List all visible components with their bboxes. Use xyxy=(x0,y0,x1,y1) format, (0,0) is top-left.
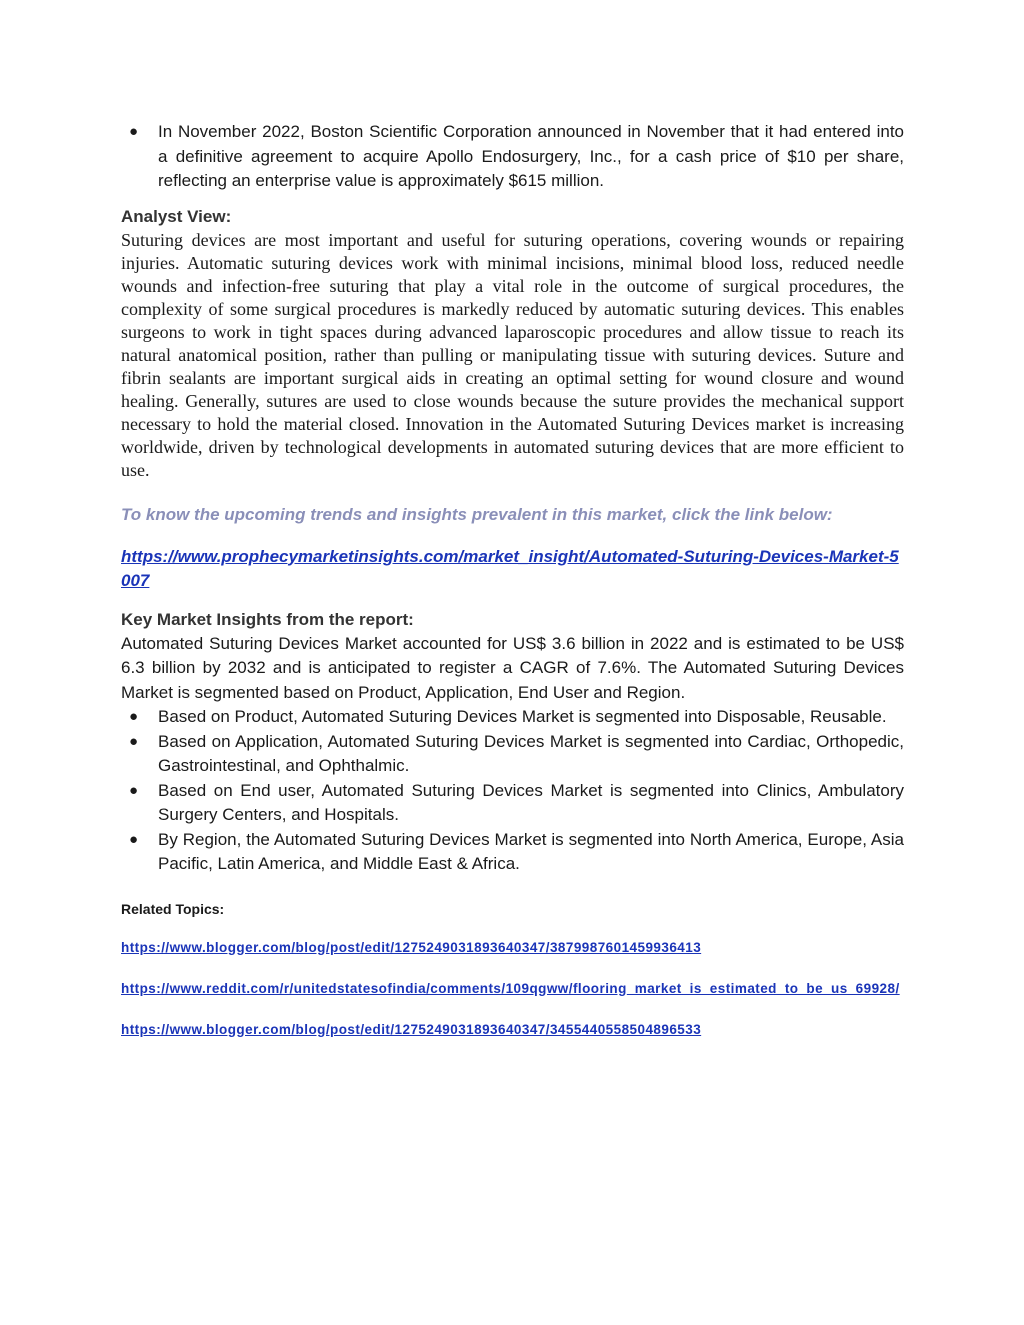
segment-text: Based on Product, Automated Suturing Devices Market is segmented into Disposable, Reusable. xyxy=(158,707,887,727)
segment-list xyxy=(121,705,904,877)
list-item xyxy=(121,705,904,730)
analyst-view-heading: Analyst View: xyxy=(121,206,232,226)
cta-text: To know the upcoming trends and insights prevalent in this market, click the link below: xyxy=(121,504,833,524)
related-link-1[interactable]: https://www.blogger.com/blog/post/edit/1275249031893640347/3879987601459936413 xyxy=(121,939,702,955)
segment-text: Based on End user, Automated Suturing Devices Market is segmented into Clinics, Ambulatory Surgery Centers, and Hospitals. xyxy=(158,780,904,825)
news-list xyxy=(121,120,904,194)
bullet-dot-icon: ● xyxy=(129,781,139,799)
list-item xyxy=(121,828,904,877)
news-bullet-text: In November 2022, Boston Scientific Corporation announced in November that it had entered into a definitive agreement to acquire Apollo Endosurgery, Inc., for a cash price of $10 per share, reflecting an enterprise value is approximately $615 million. xyxy=(158,122,904,190)
bullet-dot-icon: ● xyxy=(129,123,139,140)
related-link-2[interactable]: https://www.reddit.com/r/unitedstatesofindia/comments/109qgww/flooring_market_is_estimated_to_be_us_69928/ xyxy=(121,980,900,996)
list-item xyxy=(121,779,904,828)
list-item xyxy=(121,730,904,779)
key-insights-body: Automated Suturing Devices Market accounted for US$ 3.6 billion in 2022 and is estimated to be US$ 6.3 billion by 2032 and is anticipated to register a CAGR of 7.6%. The Automated Suturing Devices Market is segmented based on Product, Application, End User and Region. xyxy=(121,633,904,702)
report-link[interactable]: https://www.prophecymarketinsights.com/market_insight/Automated-Suturing-Devices-Market-5007 xyxy=(121,546,899,590)
segment-text: Based on Application, Automated Suturing Devices Market is segmented into Cardiac, Orthopedic, Gastrointestinal, and Ophthalmic. xyxy=(158,731,904,776)
key-insights-heading: Key Market Insights from the report: xyxy=(121,609,414,629)
news-bullet xyxy=(121,120,904,194)
bullet-dot-icon: ● xyxy=(129,708,139,726)
bullet-dot-icon: ● xyxy=(129,830,139,848)
related-link-3[interactable]: https://www.blogger.com/blog/post/edit/1275249031893640347/3455440558504896533 xyxy=(121,1021,702,1037)
related-topics-heading: Related Topics: xyxy=(121,900,225,917)
document-page xyxy=(121,120,904,1038)
segment-text: By Region, the Automated Suturing Devices Market is segmented into North America, Europe, Asia Pacific, Latin America, and Middle East & Africa. xyxy=(158,829,904,874)
bullet-dot-icon: ● xyxy=(129,732,139,750)
analyst-view-body: Suturing devices are most important and useful for suturing operations, covering wounds or repairing injuries. Automatic suturing devices work with minimal incisions, minimal blood loss, reduced needle wounds and infection-free suturing that play a vital role in the outcome of surgical procedures, the complexity of some surgical procedures is markedly reduced by automatic suturing devices. This enables surgeons to work in tight spaces during advanced laparoscopic procedures and allow tissue to reach its natural anatomical position, rather than pulling or manipulating tissue with suturing devices. Suture and fibrin sealants are important surgical aids in creating an optimal setting for wound closure and wound healing. Generally, sutures are used to close wounds because the suture provides the mechanical support necessary to hold the material closed. Innovation in the Automated Suturing Devices market is increasing worldwide, driven by technological developments in automated suturing devices that are more efficient to use. xyxy=(121,229,904,481)
